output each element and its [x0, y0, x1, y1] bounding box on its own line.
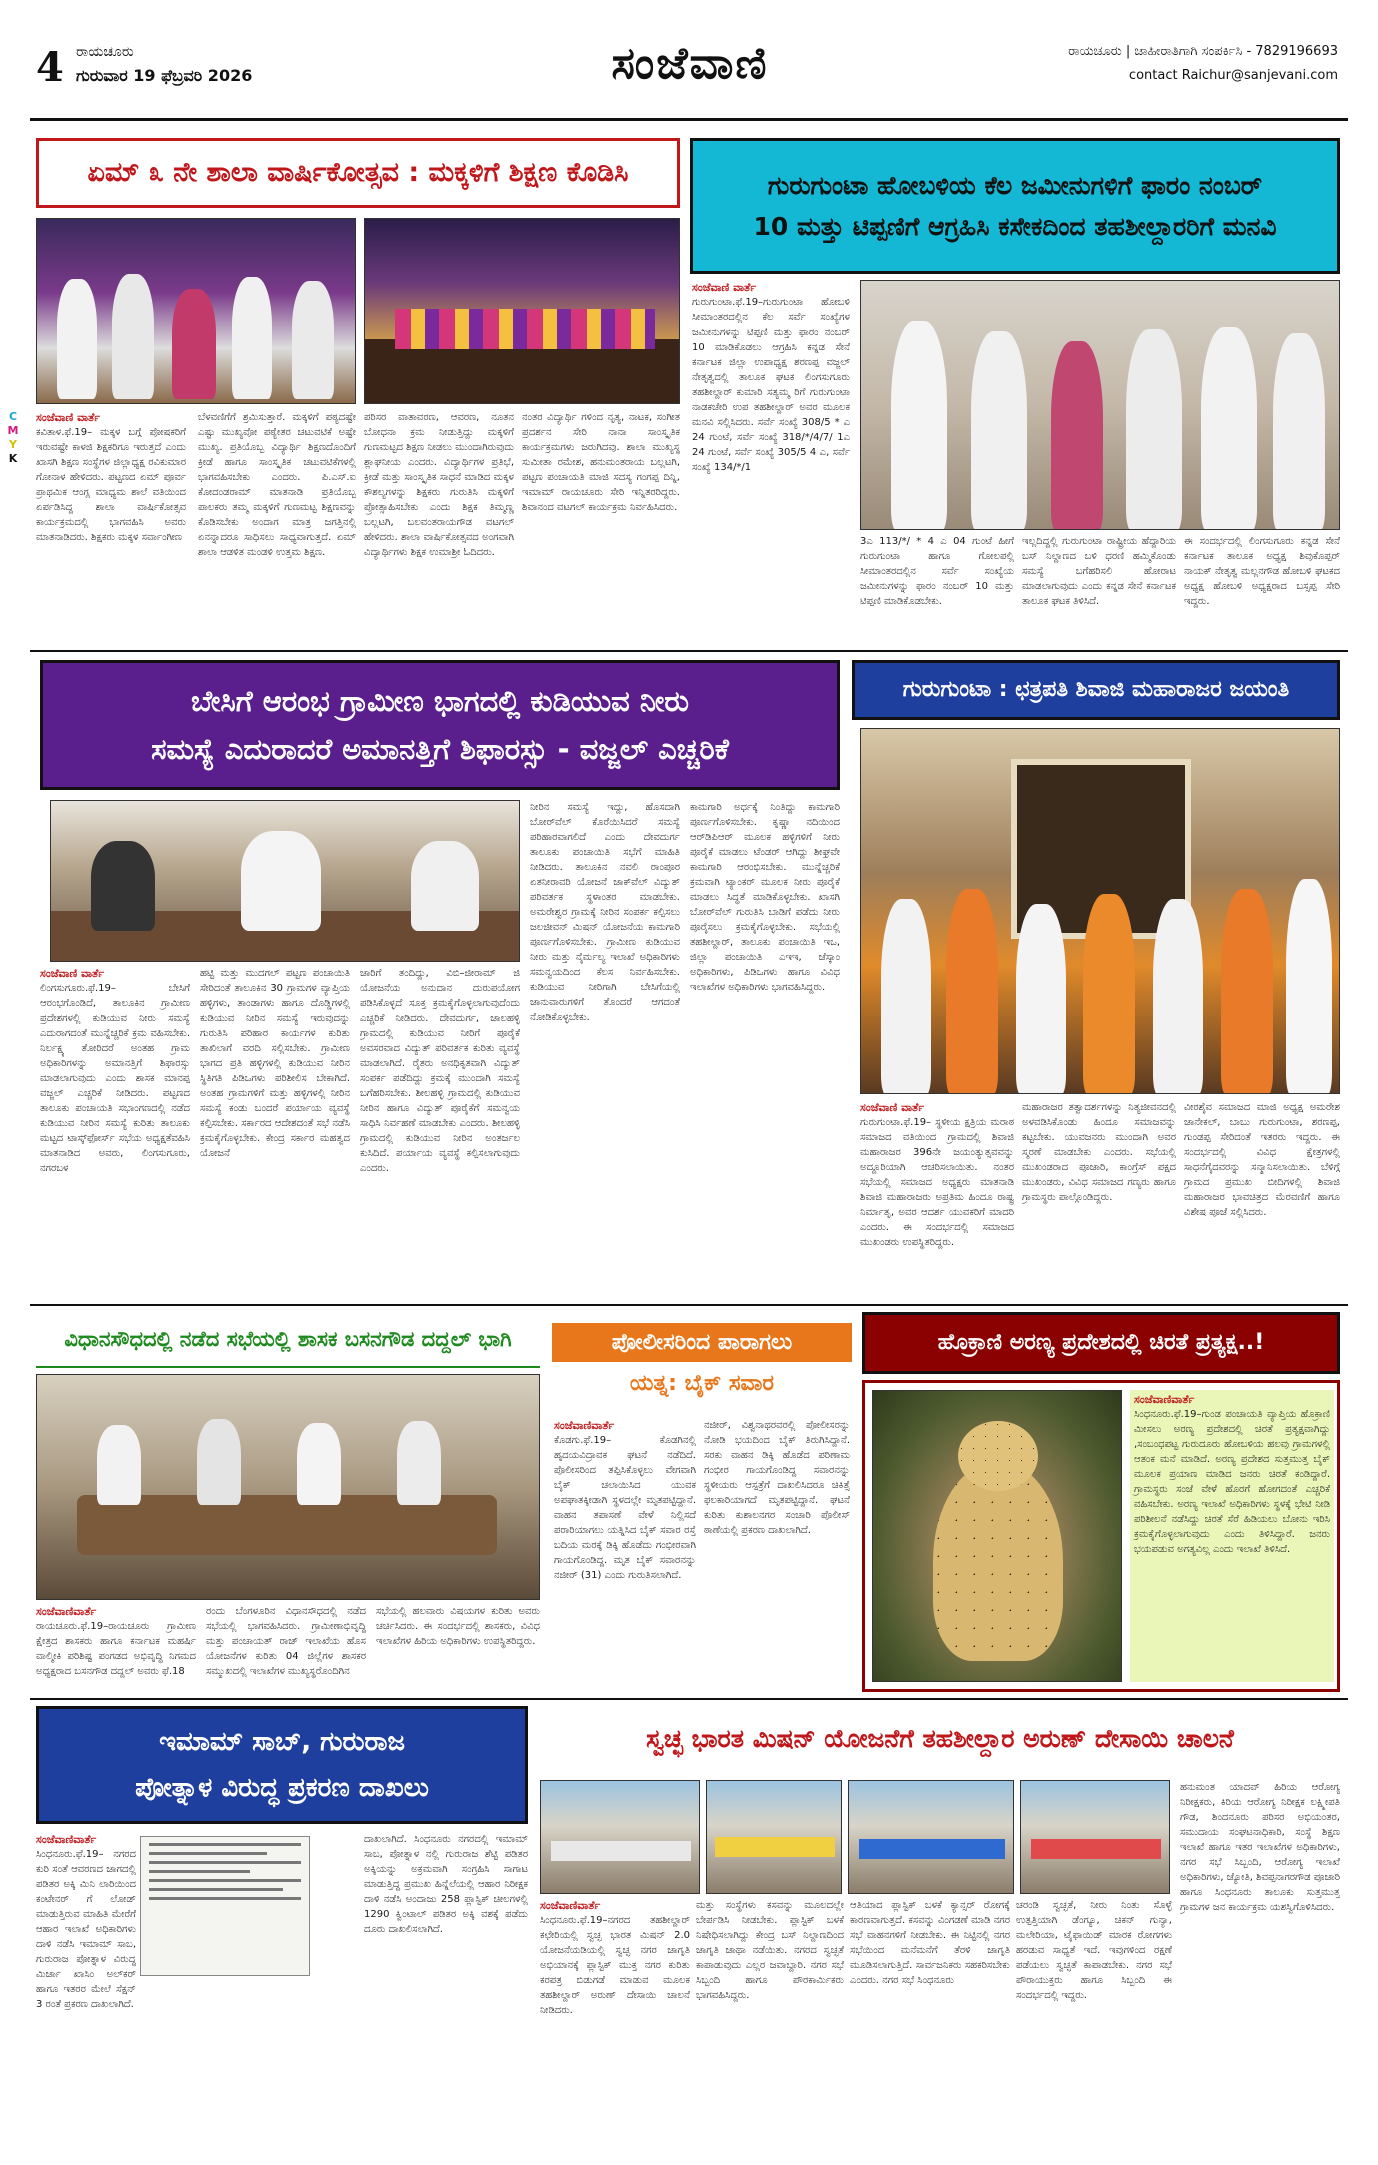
- photo-person: [397, 1421, 441, 1505]
- story7-text-1: ಸಿಂಧನೂರು.ಫೆ.19–ಗುಂಡ ಪಂಚಾಯತಿ ವ್ಯಾಪ್ತಿಯ ಹೊಕ್ರಾಣಿ ಮೀಸಲು ಅರಣ್ಯ ಪ್ರದೇಶದಲ್ಲಿ ಚಿರತೆ ಪ್ರತ್ಯಕ್ಷವಾಗಿದ್ದು ,ಸಂಬಂಧಪಟ್ಟ ಗುರುದೂರು ಹೋಬಳಿಯ ಹಲವು ಗ್ರಾಮಗಳಲ್ಲಿ ಆತಂಕ ಮನೆ ಮಾಡಿದೆ. ಅರಣ್ಯ ಪ್ರದೇಶದ ಸುತ್ತಮುತ್ತ ಬೈಕ್ ಮೂಲಕ ಪ್ರಯಾಣ ಮಾಡಿದ ಜನರು ಚಿರತೆ ಕಂಡಿದ್ದಾರೆ. ಗ್ರಾಮಸ್ಥರು ಸಂಜೆ ವೇಳೆ ಹೊರಗೆ ಹೋಗದಂತೆ ಎಚ್ಚರಿಕೆ ವಹಿಸಬೇಕು. ಅರಣ್ಯ ಇಲಾಖೆ ಅಧಿಕಾರಿಗಳು ಸ್ಥಳಕ್ಕೆ ಭೇಟಿ ನೀಡಿ ಪರಿಶೀಲನೆ ನಡೆಸಿದ್ದು ಚಿರತೆ ಸೆರೆ ಹಿಡಿಯಲು ಬೋನು ಇರಿಸಿ ಕ್ರಮಕೈಗೊಳ್ಳಲಾಗುವುದು ಎಂದು ತಿಳಿಸಿದ್ದಾರೆ. ಜನರು ಭಯಪಡುವ ಅಗತ್ಯವಿಲ್ಲ ಎಂದು ಇಲಾಖೆ ತಿಳಿಸಿದೆ.: [1134, 1409, 1330, 1555]
- logo-text: ಸಂಜೆವಾಣಿ: [611, 37, 769, 89]
- story2-text-3: ಇಲ್ಲದಿದ್ದಲ್ಲಿ ಗುರುಗುಂಟಾ ರಾಷ್ಟ್ರೀಯ ಹೆದ್ದಾರಿಯ ಬಸ್ ನಿಲ್ದಾಣದ ಬಳಿ ಧರಣಿ ಹಮ್ಮಿಕೊಂಡು ಸಮಸ್ಯೆ ಬಗೆಹರಿಸಲಿ ಹೋರಾಟ ಮಾಡಲಾಗುವುದು ಎಂದು ಕನ್ನಡ ಸೇನೆ ಕರ್ನಾಟಕ ತಾಲೂಕ ಘಟಕ ತಿಳಿಸಿದೆ.: [1022, 536, 1176, 607]
- masthead: [0, 0, 1378, 128]
- photo-person: [57, 279, 97, 399]
- photo-person: [971, 331, 1027, 530]
- story6-text-2: ನಜೀರ್, ವಿಶ್ವನಾಥರವರಲ್ಲಿ ಪೋಲೀಸರನ್ನು ನೋಡಿ ಭಯದಿಂದ ಬೈಕ್ ತಿರುಗಿಸಿದ್ದಾನೆ. ಸರಕು ವಾಹನ ಡಿಕ್ಕಿ ಹೊಡೆದ ಪರಿಣಾಮ ಗಂಭೀರ ಗಾಯಗೊಂಡಿದ್ದ ಸವಾರನನ್ನು ಸ್ಥಳೀಯರು ಆಸ್ಪತ್ರೆಗೆ ದಾಖಲಿಸಿದರೂ ಚಿಕಿತ್ಸೆ ಫಲಕಾರಿಯಾಗದೆ ಮೃತಪಟ್ಟಿದ್ದಾನೆ. ಘಟನೆ ಕುರಿತು ಕುಶಾಲನಗರ ಸಂಚಾರಿ ಪೊಲೀಸ್ ಠಾಣೆಯಲ್ಲಿ ಪ್ರಕರಣ ದಾಖಲಾಗಿದೆ.: [704, 1420, 850, 1536]
- story9-text-2: ಮತ್ತು ಸಂಸ್ಥೆಗಳು ಕಸವನ್ನು ಮೂಲದಲ್ಲೇ ಬೇರ್ಪಡಿಸಿ ನೀಡಬೇಕು. ಪ್ಲಾಸ್ಟಿಕ್ ಬಳಕೆ ನಿಷೇಧಿಸಲಾಗಿದ್ದು ಕೇಂದ್ರ ಬಸ್ ನಿಲ್ದಾಣದಿಂದ ಜಾಗೃತಿ ಜಾಥಾ ನಡೆಯಿತು. ನಗರದ ಸ್ವಚ್ಛತೆ ಕಾಪಾಡುವುದು ಎಲ್ಲರ ಜವಾಬ್ದಾರಿ. ನಗರ ಸಭೆ ಸಿಬ್ಬಂದಿ ಹಾಗೂ ಪೌರಕಾರ್ಮಿಕರು ಭಾಗವಹಿಸಿದ್ದರು.: [696, 1900, 844, 2001]
- stage-performers: [395, 309, 655, 349]
- story5-col2: [206, 1604, 366, 1688]
- photo-person: [91, 841, 155, 931]
- story6-headline-box: [552, 1312, 852, 1408]
- story4-col2: [1022, 1100, 1176, 1296]
- story9-text-4: ಚರಂಡಿ ಸ್ವಚ್ಛತೆ, ನೀರು ನಿಂತು ಸೊಳ್ಳೆ ಉತ್ಪತ್ತಿಯಾಗಿ ಡೆಂಗ್ಯೂ, ಚಿಕನ್ ಗುನ್ಯಾ, ಮಲೇರಿಯಾ, ಟೈಫಾಯಿಡ್ ಮಾರಕ ರೋಗಗಳು ಹರಡುವ ಸಾಧ್ಯತೆ ಇದೆ. ಇವುಗಳಿಂದ ರಕ್ಷಣೆ ಪಡೆಯಲು ಸ್ವಚ್ಛತೆ ಕಾಪಾಡಬೇಕು. ನಗರ ಸಭೆ ಪೌರಾಯುಕ್ತರು ಹಾಗೂ ಸಿಬ್ಬಂದಿ ಈ ಸಂದರ್ಭದಲ್ಲಿ ಇದ್ದರು.: [1016, 1900, 1172, 2001]
- story7-col1: [1130, 1390, 1334, 1682]
- story2-byline: ಸಂಜೆವಾಣಿ ವಾರ್ತೆ: [692, 281, 757, 294]
- cmyk-k: K: [8, 452, 18, 465]
- banner: [715, 1837, 835, 1857]
- story3-headline-line1: ಬೇಸಿಗೆ ಆರಂಭ ಗ್ರಾಮೀಣ ಭಾಗದಲ್ಲಿ ಕುಡಿಯುವ ನೀರು: [191, 683, 689, 718]
- story9-photo-3: [848, 1780, 1014, 1894]
- story4-text-3: ವೀರಶೈವ ಸಮಾಜದ ಮಾಜಿ ಅಧ್ಯಕ್ಷ ಅಮರೇಶ ಜಾನೇಕಲ್, ಬಾಬು ಗುರುಗುಂಟಾ, ಶರಣಪ್ಪ, ಗುಂಡಪ್ಪ ಸೇರಿದಂತೆ ಇತರರು ಇದ್ದರು. ಈ ಸಂದರ್ಭದಲ್ಲಿ ವಿವಿಧ ಕ್ಷೇತ್ರಗಳಲ್ಲಿ ಸಾಧನೆಗೈದವರನ್ನು ಸನ್ಮಾನಿಸಲಾಯಿತು. ಬೆಳಿಗ್ಗೆ ಗ್ರಾಮದ ಪ್ರಮುಖ ಬೀದಿಗಳಲ್ಲಿ ಶಿವಾಜಿ ಮಹಾರಾಜರ ಭಾವಚಿತ್ರದ ಮೆರವಣಿಗೆ ಹಾಗೂ ವಿಶೇಷ ಪೂಜೆ ಸಲ್ಲಿಸಿದರು.: [1184, 1102, 1340, 1218]
- story6-byline: ಸಂಜೆವಾಣಿವಾರ್ತೆ: [554, 1419, 615, 1432]
- story8-text-1: ಸಿಂಧನೂರು.ಫೆ.19– ನಗರದ ಕುರಿ ಸಂತೆ ಆವರಣದ ಜಾಗದಲ್ಲಿ ಪಡಿತರ ಅಕ್ಕಿ ಮಿನಿ ಲಾರಿಯಿಂದ ಕಂಟೇನರ್ ಗೆ ಲೋಡ್ ಮಾಡುತ್ತಿರುವ ಮಾಹಿತಿ ಮೇರೆಗೆ ಆಹಾರ ಇಲಾಖೆ ಅಧಿಕಾರಿಗಳು ದಾಳಿ ನಡೆಸಿ ಇಮಾಮ್ ಸಾಬ, ಗುರುರಾಜ ಪೋತ್ನಾಳ ವಿರುದ್ಧ ಮಿರ್ಜಾ ಖಾಸಿಂ ಅಲ್‌ಕರ್ ಹಾಗೂ ಇತರರ ಮೇಲೆ ಸೆಕ್ಷನ್ 3 ರಂತೆ ಪ್ರಕರಣ ದಾಖಲಾಗಿದೆ.: [36, 1849, 136, 2010]
- photo-person: [297, 1423, 341, 1505]
- story7-headline: ಹೊಕ್ರಾಣಿ ಅರಣ್ಯ ಪ್ರದೇಶದಲ್ಲಿ ಚಿರತೆ ಪ್ರತ್ಯಕ್ಷ..!: [937, 1330, 1265, 1356]
- story5-text-3: ಸಭೆಯಲ್ಲಿ ಹಲವಾರು ವಿಷಯಗಳ ಕುರಿತು ಅವರು ಚರ್ಚಿಸಿದರು. ಈ ಸಂದರ್ಭದಲ್ಲಿ ಶಾಸಕರು, ವಿವಿಧ ಇಲಾಖೆಗಳ ಹಿರಿಯ ಅಧಿಕಾರಿಗಳು ಉಪಸ್ಥಿತರಿದ್ದರು.: [376, 1606, 540, 1647]
- story9-text-3: ಆತಿಯಾದ ಪ್ಲಾಸ್ಟಿಕ್ ಬಳಕೆ ಕ್ಯಾನ್ಸರ್ ರೋಗಕ್ಕೆ ಕಾರಣವಾಗುತ್ತದೆ. ಕಸವನ್ನು ವಿಂಗಡಣೆ ಮಾಡಿ ನಗರ ಸಭೆ ವಾಹನಗಳಿಗೆ ನೀಡಬೇಕು. ಈ ನಿಟ್ಟಿನಲ್ಲಿ ನಗರ ಸಭೆಯಿಂದ ಮನೆಮನೆಗೆ ತೆರಳಿ ಜಾಗೃತಿ ಮೂಡಿಸಲಾಗುತ್ತಿದೆ. ಸಾರ್ವಜನಿಕರು ಸಹಕರಿಸಬೇಕು ಎಂದರು. ನಗರ ಸಭೆ ಸಿಂಧನೂರು: [850, 1900, 1010, 1986]
- doc-line: [149, 1861, 301, 1864]
- masthead-rule: [30, 118, 1348, 121]
- story1-text-1: ಕವಿತಾಳ.ಫೆ.19– ಮಕ್ಕಳ ಬಗ್ಗೆ ಪೋಷಕರಿಗೆ ಇರುವಷ್ಟೇ ಕಾಳಜಿ ಶಿಕ್ಷಕರಿಗೂ ಇರುತ್ತದೆ ಎಂದು ಖಾಸಗಿ ಶಿಕ್ಷಣ ಸಂಸ್ಥೆಗಳ ಜಿಲ್ಲಾಧ್ಯಕ್ಷ ರವಿಕುಮಾರ ಗೋನಾಳ ಹೇಳಿದರು. ಪಟ್ಟಣದ ಏಮ್ ಪೂರ್ವ ಪ್ರಾಥಮಿಕ ಆಂಗ್ಲ ಮಾಧ್ಯಮ ಶಾಲೆ ವತಿಯಿಂದ ಏರ್ಪಡಿಸಿದ್ದ ಶಾಲಾ ವಾರ್ಷಿಕೋತ್ಸವ ಕಾರ್ಯಕ್ರಮದಲ್ಲಿ ಭಾಗವಹಿಸಿ ಅವರು ಮಾತನಾಡಿದರು. ಶಿಕ್ಷಕರು ಮಕ್ಕಳ ಸರ್ವಾಂಗೀಣ: [36, 427, 186, 543]
- story4-headline: ಗುರುಗುಂಟಾ : ಛತ್ರಪತಿ ಶಿವಾಜಿ ಮಹಾರಾಜರ ಜಯಂತಿ: [902, 677, 1290, 703]
- photo-person: [112, 274, 154, 399]
- story1-text-2: ಬೆಳವಣಿಗೆಗೆ ಶ್ರಮಿಸುತ್ತಾರೆ. ಮಕ್ಕಳಿಗೆ ಪಠ್ಯದಷ್ಟೇ ಎಷ್ಟು ಮುಖ್ಯವೋ ಪಠ್ಯೇತರ ಚಟುವಟಿಕೆ ಅಷ್ಟೇ ಮುಖ್ಯ. ಪ್ರತಿಯೊಬ್ಬ ವಿದ್ಯಾರ್ಥಿ ಶಿಕ್ಷಣದೊಂದಿಗೆ ಕ್ರೀಡೆ ಹಾಗೂ ಸಾಂಸ್ಕೃತಿಕ ಚಟುವಟಿಕೆಗಳಲ್ಲಿ ಭಾಗವಹಿಸಬೇಕು ಎಂದರು. ಪಿ.ಎಸ್.ಐ ಕೋದಂಡರಾಮ್ ಮಾತನಾಡಿ ಪ್ರತಿಯೊಬ್ಬ ಪಾಲಕರು ತಮ್ಮ ಮಕ್ಕಳಿಗೆ ಗುಣಮಟ್ಟ ಶಿಕ್ಷಣವನ್ನು ಕೊಡಿಸಬೇಕು ಅಂದಾಗ ಮಾತ್ರ ಜಗತ್ತಿನಲ್ಲಿ ಏನನ್ನಾದರೂ ಸಾಧಿಸಲು ಸಾಧ್ಯವಾಗುತ್ತದೆ. ಏಮ್ ಶಾಲಾ ಆಡಳಿತ ಮಂಡಳಿ ಉತ್ತಮ ಶಿಕ್ಷಣ.: [198, 412, 356, 558]
- photo-person: [1016, 904, 1066, 1094]
- story3-byline: ಸಂಜೆವಾಣಿ ವಾರ್ತೆ: [40, 967, 105, 980]
- story1-byline: ಸಂಜೆವಾಣಿ ವಾರ್ತೆ: [36, 411, 101, 424]
- story1-text-4: ನಂತರ ವಿದ್ಯಾರ್ಥಿ ಗಳಿಂದ ನೃತ್ಯ, ನಾಟಕ, ಸಂಗೀತ ಪ್ರದರ್ಶನ ಸೇರಿ ನಾನಾ ಸಾಂಸ್ಕೃತಿಕ ಕಾರ್ಯಕ್ರಮಗಳು ಜರುಗಿದವು. ಶಾಲಾ ಮುಖ್ಯಸ್ಥ ಸುಮೀತಾ ರಮೇಶ, ಹನುಮಂತರಾಯ ಬಲ್ಲಟಗಿ, ಪಟ್ಟಣ ಪಂಚಾಯತಿ ಮಾಜಿ ಸದಸ್ಯ ಗಂಗಪ್ಪ ದಿನ್ನಿ, ಇಮಾಮ್ ರಾಯಚೂರು ಸೇರಿ ಇನ್ನಿತರರಿದ್ದರು. ಶಿವಾನಂದ ವಟಗಲ್ ಕಾರ್ಯಕ್ರಮ ನಿರ್ವಹಿಸಿದರು.: [522, 412, 680, 513]
- story2-text-4: ಈ ಸಂದರ್ಭದಲ್ಲಿ ಲಿಂಗಸುಗೂರು ಕನ್ನಡ ಸೇನೆ ಕರ್ನಾಟಕ ತಾಲೂಕ ಅಧ್ಯಕ್ಷ ಶಿವುಕೊಪ್ಪರ್ ನಾಯಕ್ ನೇತೃತ್ವ ಮಲ್ಲನಗೌಡ ಹೋಬಳಿ ಘಟಕದ ಅಧ್ಯಕ್ಷ ಹೋಬಳಿ ಅಧ್ಯಕ್ಷರಾದ ಬಸ್ಸಪ್ಪ ಸೇರಿ ಇದ್ದರು.: [1184, 536, 1340, 607]
- doc-line: [149, 1897, 301, 1900]
- story8-headline-line2: ಪೋತ್ನಾಳ ವಿರುದ್ಧ ಪ್ರಕರಣ ದಾಖಲು: [135, 1773, 429, 1803]
- story6-headline-line1: ಪೋಲೀಸರಿಂದ ಪಾರಾಗಲು: [552, 1323, 852, 1363]
- story2-headline-box: [690, 138, 1340, 274]
- story4-photo: [860, 728, 1340, 1094]
- banner: [859, 1839, 1005, 1859]
- section-rule: [30, 1304, 1348, 1306]
- cmyk-m: M: [7, 424, 19, 437]
- story9-col5: [1180, 1780, 1340, 2132]
- photo-person: [1201, 327, 1257, 530]
- story3-col1: [40, 966, 190, 1296]
- story3-col4: [530, 800, 680, 1296]
- leopard-body: [933, 1461, 1063, 1661]
- cmyk-marks: [6, 410, 20, 466]
- doc-line: [149, 1843, 301, 1846]
- story4-col1: [860, 1100, 1014, 1296]
- story2-col3: [1022, 534, 1176, 640]
- story7-headline-box: [862, 1312, 1340, 1374]
- story2-text-2: 3ಎ 113/*/ * 4 ಎ 04 ಗುಂಟೆ ಹೀಗೆ ಗುರುಗುಂಟಾ ಹಾಗೂ ಗೋಲಪಲ್ಲಿ ಸೀಮಾಂತರದಲ್ಲಿನ ಸರ್ವೆ ಸಂಖ್ಯೆಯ ಜಮೀನುಗಳನ್ನು ಫಾರಂ ನಂಬರ್ 10 ಮತ್ತು ಟಿಪ್ಪಣಿ ಮಾಡಿಕೊಡಬೇಕು.: [860, 536, 1014, 607]
- story3-headline-box: [40, 660, 840, 790]
- story8-col1b: [140, 1980, 354, 2132]
- photo-person: [1126, 329, 1182, 530]
- photo-person: [1286, 879, 1332, 1094]
- doc-line: [149, 1870, 250, 1873]
- story6-col2: [704, 1418, 850, 1688]
- story5-photo: [36, 1374, 540, 1600]
- story9-text-1: ಸಿಂಧನೂರು.ಫೆ.19–ನಗರದ ತಹಶೀಲ್ದಾರ್ ಕಛೇರಿಯಲ್ಲಿ ಸ್ವಚ್ಛ ಭಾರತ ಮಿಷನ್ 2.0 ಯೋಜನೆಯಡಿಯಲ್ಲಿ ಸ್ವಚ್ಛ ನಗರ ಜಾಗೃತಿ ಅಭಿಯಾನಕ್ಕೆ ಪ್ಲಾಸ್ಟಿಕ್ ಮುಕ್ತ ನಗರ ಕುರಿತು ಕರಪತ್ರ ಬಿಡುಗಡೆ ಮಾಡುವ ಮೂಲಕ ತಹಶೀಲ್ದಾರ್ ಅರುಣ್ ದೇಸಾಯಿ ಚಾಲನೆ ನೀಡಿದರು.: [540, 1915, 690, 2016]
- photo-person: [891, 321, 947, 530]
- story1-col4: [522, 410, 680, 640]
- story3-text-4: ನೀರಿನ ಸಮಸ್ಯೆ ಇದ್ದು, ಹೊಸದಾಗಿ ಬೋರ್‌ವೆಲ್ ಕೊರೆಯಿಸಿದರೆ ಸಮಸ್ಯೆ ಪರಿಹಾರವಾಗಲಿದೆ ಎಂದು ದೇವದುರ್ಗ ತಾಲೂಕು ಪಂಚಾಯಿತಿ ಸಭೆಗೆ ಮಾಹಿತಿ ನೀಡಿದರು. ತಾಲೂಕಿನ ನವಲಿ ರಾಂಪೂರ ಏತನೀರಾವರಿ ಯೋಜನೆ ಜಾಕ್‌ವೆಲ್ ವಿದ್ಯುತ್ ಪರಿವರ್ತಕ ಸ್ಥಳಾಂತರ ಮಾಡಬೇಕು. ಅಮರೇಶ್ವರ ಗ್ರಾಮಕ್ಕೆ ನೀರಿನ ಸಂಪರ್ಕ ಕಲ್ಪಿಸಲು ಜಲಜೀವನ್ ಮಿಷನ್ ಯೋಜನೆಯ ಕಾಮಗಾರಿ ಪೂರ್ಣಗೊಳಿಸಬೇಕು. ಗ್ರಾಮೀಣ ಕುಡಿಯುವ ನೀರು ಮತ್ತು ನೈರ್ಮಲ್ಯ ಇಲಾಖೆ ಅಧಿಕಾರಿಗಳು ಸಮನ್ವಯದಿಂದ ಕೆಲಸ ನಿರ್ವಹಿಸಬೇಕು. ಕುಡಿಯುವ ನೀರಿಗಾಗಿ ಬೇಸಿಗೆಯಲ್ಲಿ ಜಾನುವಾರುಗಳಿಗೆ ತೊಂದರೆ ಆಗದಂತೆ ನೋಡಿಕೊಳ್ಳಬೇಕು.: [530, 802, 680, 1023]
- photo-person: [1273, 333, 1325, 530]
- story4-headline-box: [852, 660, 1340, 720]
- story5-col3: [376, 1604, 540, 1688]
- story4-byline: ಸಂಜೆವಾಣಿ ವಾರ್ತೆ: [860, 1101, 925, 1114]
- photo-person: [172, 289, 216, 399]
- photo-person: [1153, 899, 1203, 1094]
- story9-photo-4: [1020, 1780, 1170, 1894]
- banner: [551, 1841, 691, 1861]
- story3-text-3: ಜಾರಿಗೆ ತಂದಿದ್ದು, ವಿಬಿ–ಜೀರಾಮ್ ಜಿ ಯೋಜನೆಯ ಅನುದಾನ ದುರುಪಯೋಗ ಪಡಿಸಿಕೊಳ್ಳದೆ ಸೂಕ್ತ ಕ್ರಮಕೈಗೊಳ್ಳಲಾಗುವುದೆಂದು ಎಚ್ಚರಿಕೆ ನೀಡಿದರು. ದೇವದುರ್ಗ, ಜಾಲಹಳ್ಳಿ ಗ್ರಾಮದಲ್ಲಿ ಕುಡಿಯುವ ನೀರಿಗೆ ಪೂರೈಕೆ ಅವಸರವಾದ ವಿದ್ಯುತ್ ಪರಿವರ್ತಕ ಕುರಿತು ವ್ಯವಸ್ಥೆ ಮಾಡಲಾಗಿದೆ. ರೈತರು ಅನಧಿಕೃತವಾಗಿ ವಿದ್ಯುತ್ ಸಂಪರ್ಕ ಪಡೆದಿದ್ದು ಕ್ರಮಕ್ಕೆ ಮುಂದಾಗಿ ಸಮಸ್ಯೆ ಬಗೆಹರಿಸಬೇಕು. ಶೀಲಹಳ್ಳಿ ಗ್ರಾಮದಲ್ಲಿ ಕುಡಿಯುವ ನೀರಿನ ಹಾಗೂ ವಿದ್ಯುತ್ ಪೂರೈಕೆಗೆ ಸಮನ್ವಯ ಸಾಧಿಸಿ ನಿರ್ವಹಣೆ ಮಾಡಬೇಕು ಎಂದರು. ಶೀಲಹಳ್ಳಿ ಗ್ರಾಮದಲ್ಲಿ ಕುಡಿಯುವ ನೀರಿನ ಅಂತರ್ಜಲ ಕುಸಿದಿದೆ. ಪರ್ಯಾಯ ವ್ಯವಸ್ಥೆ ಕಲ್ಪಿಸಲಾಗುವುದು ಎಂದರು.: [360, 968, 520, 1174]
- leopard-head: [958, 1421, 1038, 1491]
- story9-text-5: ಹನುಮಂತ ಯಾದವ್ ಹಿರಿಯ ಆರೋಗ್ಯ ನಿರೀಕ್ಷಕರು, ಕಿರಿಯ ಆರೋಗ್ಯ ನಿರೀಕ್ಷಕ ಲಕ್ಷ್ಮೀಪತಿ ಗೌಡ, ಶಿಂದನೂರು ಪರಿಸರ ಅಭಿಯಂತರ, ಸಮುದಾಯ ಸಂಘಟನಾಧಿಕಾರಿ, ಸಂಸ್ಥೆ ಶಿಕ್ಷಣ ಇಲಾಖೆ ಹಾಗೂ ಇತರ ಇಲಾಖೆಗಳ ಅಧಿಕಾರಿಗಳು, ನಗರ ಸಭೆ ಸಿಬ್ಬಂದಿ, ಆರೋಗ್ಯ ಇಲಾಖೆ ಅಧಿಕಾರಿಗಳು, ಜ್ಯೋತಿ, ಶಿವಪ್ಪನಾಗರಗೌಡ ಪೂಜಾರಿ ಹಾಗೂ ಸಿಂಧನೂರು ತಾಲೂಕು ಸುತ್ತಮುತ್ತ ಗ್ರಾಮಗಳ ಜನ ಕಾರ್ಯಕ್ರಮ ಯಶಸ್ವಿಗೊಳಿಸಿದರು.: [1180, 1782, 1340, 1913]
- story2-photo: [860, 280, 1340, 530]
- photo-person: [97, 1425, 141, 1505]
- photo-person: [946, 889, 998, 1094]
- story7-photo-leopard: [872, 1390, 1122, 1682]
- photo-person: [232, 277, 272, 399]
- story3-photo: [50, 800, 520, 962]
- photo-person: [881, 899, 931, 1094]
- story6-col1: [554, 1418, 696, 1688]
- story9-col3: [850, 1898, 1010, 2132]
- story6-text-1: ಕೊಡಗು.ಫೆ.19– ಕೊಡಗಿನಲ್ಲಿ ಹೃದಯವಿದ್ರಾವಕ ಘಟನೆ ನಡೆದಿದೆ. ಪೊಲೀಸರಿಂದ ತಪ್ಪಿಸಿಕೊಳ್ಳಲು ವೇಗವಾಗಿ ಬೈಕ್ ಚಲಾಯಿಸಿದ ಯುವಕ ಅಪಘಾತಕ್ಕೀಡಾಗಿ ಸ್ಥಳದಲ್ಲೇ ಮೃತಪಟ್ಟಿದ್ದಾನೆ. ವಾಹನ ತಪಾಸಣೆ ವೇಳೆ ನಿಲ್ಲಿಸದೆ ಪರಾರಿಯಾಗಲು ಯತ್ನಿಸಿದ ಬೈಕ್ ಸವಾರ ರಸ್ತೆ ಬದಿಯ ಮರಕ್ಕೆ ಡಿಕ್ಕಿ ಹೊಡೆದು ಗಂಭೀರವಾಗಿ ಗಾಯಗೊಂಡಿದ್ದ. ಮೃತ ಬೈಕ್ ಸವಾರನನ್ನು ನಜೀರ್ (31) ಎಂದು ಗುರುತಿಸಲಾಗಿದೆ.: [554, 1435, 696, 1581]
- photo-person: [1221, 889, 1273, 1094]
- story4-text-2: ಮಹಾರಾಜರ ತತ್ವಾದರ್ಶಗಳನ್ನು ನಿತ್ಯಜೀವನದಲ್ಲಿ ಅಳವಡಿಸಿಕೊಂಡು ಹಿಂದೂ ಸಮಾಜವನ್ನು ಕಟ್ಟಬೇಕು. ಯುವಜನರು ಮುಂದಾಗಿ ಅವರ ಸ್ಮರಣೆ ಮಾಡಬೇಕು ಎಂದರು. ಸಭೆಯಲ್ಲಿ ಮುಖಂಡರಾದ ಪೂಜಾರಿ, ಕಾಂಗ್ರೆಸ್ ಪಕ್ಷದ ಮುಖಂಡರು, ವಿವಿಧ ಸಮಾಜದ ಗಣ್ಯರು ಹಾಗೂ ಗ್ರಾಮಸ್ಥರು ಪಾಲ್ಗೊಂಡಿದ್ದರು.: [1022, 1102, 1176, 1203]
- story8-document-image: [140, 1836, 310, 1976]
- story4-text-1: ಗುರುಗುಂಟಾ.ಫೆ.19– ಸ್ಥಳೀಯ ಕ್ಷತ್ರಿಯ ಮರಾಠ ಸಮಾಜದ ವತಿಯಿಂದ ಗ್ರಾಮದಲ್ಲಿ ಶಿವಾಜಿ ಮಹಾರಾಜರ 396ನೇ ಜಯಂತ್ಯುತ್ಸವವನ್ನು ಅದ್ದೂರಿಯಾಗಿ ಆಚರಿಸಲಾಯಿತು. ನಂತರ ಸಭೆಯಲ್ಲಿ ಸಮಾಜದ ಅಧ್ಯಕ್ಷರು ಮಾತನಾಡಿ ಶಿವಾಜಿ ಮಹಾರಾಜರು ಅಪ್ರತಿಮ ಹಿಂದೂ ರಾಷ್ಟ್ರ ನಿರ್ಮಾತೃ, ಅವರ ಆದರ್ಶ ಯುವಕರಿಗೆ ಮಾದರಿ ಎಂದರು. ಈ ಸಂದರ್ಭದಲ್ಲಿ ಸಮಾಜದ ಮುಖಂಡರು ಉಪಸ್ಥಿತರಿದ್ದರು.: [860, 1117, 1014, 1248]
- story1-photo-award: [36, 218, 356, 404]
- story2-headline-line1: ಗುರುಗುಂಟಾ ಹೋಬಳಿಯ ಕೆಲ ಜಮೀನುಗಳಿಗೆ ಫಾರಂ ನಂಬರ್: [767, 170, 1263, 200]
- story5-text-1: ರಾಯಚೂರು.ಫೆ.19–ರಾಯಚೂರು ಗ್ರಾಮೀಣ ಕ್ಷೇತ್ರದ ಶಾಸಕರು ಹಾಗೂ ಕರ್ನಾಟಕ ಮಹರ್ಷಿ ವಾಲ್ಮೀಕಿ ಪರಿಶಿಷ್ಟ ಪಂಗಡದ ಅಭಿವೃದ್ಧಿ ನಿಗಮದ ಅಧ್ಯಕ್ಷರಾದ ಬಸನಗೌಡ ದದ್ದಲ್ ಅವರು ಫೆ.18: [36, 1621, 196, 1677]
- story9-photo-2: [706, 1780, 842, 1894]
- story3-text-2: ಹಟ್ಟಿ ಮತ್ತು ಮುದಗಲ್ ಪಟ್ಟಣ ಪಂಚಾಯಿತಿ ಸೇರಿದಂತೆ ತಾಲೂಕಿನ 30 ಗ್ರಾಮಗಳ ವ್ಯಾಪ್ತಿಯ ಹಳ್ಳಿಗಳು, ತಾಂಡಾಗಳು ಹಾಗೂ ದೊಡ್ಡಿಗಳಲ್ಲಿ ಕುಡಿಯುವ ನೀರಿನ ಸಮಸ್ಯೆ ಇರುವುದನ್ನು ಗುರುತಿಸಿ ಪರಿಹಾರ ಕಾರ್ಯಗಳ ಕುರಿತು ತಾಖಿಲಾಗೆ ವರದಿ ಸಲ್ಲಿಸಬೇಕು. ಗ್ರಾಮೀಣ ಭಾಗದ ಪ್ರತಿ ಹಳ್ಳಿಗಳಲ್ಲಿ ಕುಡಿಯುವ ನೀರಿನ ಸ್ಥಿತಿಗತಿ ಪಿಡಿಒಗಳು ಪರಿಶೀಲಿಸ ಬೇಕಾಗಿದೆ. ಅಂತಹ ಗ್ರಾಮಗಳಿಗೆ ಮತ್ತು ಹಳ್ಳಿಗಳಲ್ಲಿ ನೀರಿನ ಸಮಸ್ಯೆ ಕಂಡು ಬಂದರೆ ಪರ್ಯಾಯ ವ್ಯವಸ್ಥೆ ಕಲ್ಪಿಸಬೇಕು. ಸರ್ಕಾರದ ಆದೇಶದಂತೆ ಸಭೆ ನಡೆಸಿ ಕ್ರಮಕೈಗೊಳ್ಳಬೇಕು. ಕೇಂದ್ರ ಸರ್ಕಾರ ಮಹತ್ವದ ಯೋಜನೆ: [200, 968, 350, 1159]
- page-number: 4: [36, 44, 64, 91]
- story3-col5: [690, 800, 840, 1296]
- story5-byline: ಸಂಜೆವಾಣಿವಾರ್ತೆ: [36, 1605, 97, 1618]
- story2-col2: [860, 534, 1014, 640]
- banner: [1031, 1839, 1161, 1859]
- story9-col4: [1016, 1898, 1172, 2132]
- photo-person: [197, 1419, 241, 1505]
- story4-col3: [1184, 1100, 1340, 1296]
- story8-col1: [36, 1832, 136, 2132]
- story1-headline-box: [36, 138, 680, 208]
- story3-text-1: ಲಿಂಗಸುಗೂರು.ಫೆ.19– ಬೇಸಿಗೆ ಆರಂಭಗೊಂಡಿದೆ, ತಾಲೂಕಿನ ಗ್ರಾಮೀಣ ಪ್ರದೇಶಗಳಲ್ಲಿ ಕುಡಿಯುವ ನೀರು ಸಮಸ್ಯೆ ಎದುರಾಗದಂತೆ ಮುನ್ನೆಚ್ಚರಿಕೆ ಕ್ರಮ ವಹಿಸಬೇಕು. ನಿರ್ಲಕ್ಷ್ಯ ತೋರಿದರೆ ಅಂತಹ ಗ್ರಾಮ ಅಧಿಕಾರಿಗಳನ್ನು ಅಮಾನತ್ತಿಗೆ ಶಿಫಾರಸ್ಸು ಮಾಡಲಾಗುವುದು ಎಂದು ಶಾಸಕ ಮಾನಪ್ಪ ವಜ್ಜಲ್ ಎಚ್ಚರಿಕೆ ನೀಡಿದರು. ಪಟ್ಟಣದ ತಾಲೂಕು ಪಂಚಾಯತಿ ಸಭಾಂಗಣದಲ್ಲಿ ನಡೆದ ಕುಡಿಯುವ ನೀರಿನ ಸಮಸ್ಯೆ ಕುರಿತು ತಾಲೂಕು ಮಟ್ಟದ ಟಾಸ್ಕ್‌ಫೋರ್ಸ್ ಸಭೆಯ ಅಧ್ಯಕ್ಷತೆವಹಿಸಿ ಮಾತನಾಡಿದ ಅವರು, ಲಿಂಗಸುಗೂರು, ನಗರಬಳ: [40, 983, 190, 1174]
- masthead-contact-phone: ರಾಯಚೂರು | ಜಾಹೀರಾತಿಗಾಗಿ ಸಂಪರ್ಕಿಸಿ - 7829196693: [1068, 44, 1338, 59]
- doc-line: [149, 1888, 283, 1891]
- masthead-city: ರಾಯಚೂರು: [76, 44, 134, 60]
- story6-headline-line2: ಯತ್ನ: ಬೈಕ್ ಸವಾರ: [629, 1371, 775, 1396]
- story1-col1: [36, 410, 186, 640]
- story8-col2: [364, 1832, 528, 2132]
- photo-person: [292, 281, 334, 399]
- photo-person: [1083, 894, 1135, 1094]
- story8-byline: ಸಂಜೆವಾಣಿವಾರ್ತೆ: [36, 1833, 97, 1846]
- story2-headline-line2: 10 ಮತ್ತು ಟಿಪ್ಪಣಿಗೆ ಆಗ್ರಹಿಸಿ ಕಸೇಕದಿಂದ ತಹಶೀಲ್ದಾರರಿಗೆ ಮನವಿ: [753, 212, 1277, 241]
- story3-col3: [360, 966, 520, 1296]
- story1-photo-stage: [364, 218, 680, 404]
- story3-text-5: ಕಾಮಗಾರಿ ಅರ್ಧಕ್ಕೆ ನಿಂತಿದ್ದು ಕಾಮಗಾರಿ ಪೂರ್ಣಗೊಳಿಸಬೇಕು. ಕೃಷ್ಣಾ ನದಿಯಿಂದ ಆರ್‌ಡಿಪಿಆರ್ ಮೂಲಕ ಹಳ್ಳಿಗಳಿಗೆ ನೀರು ಪೂರೈಕೆ ಮಾಡಲು ಟೆಂಡರ್ ಆಗಿದ್ದು ಶೀಘ್ರವೇ ಕಾಮಗಾರಿ ಆರಂಭಿಸಬೇಕು. ಮುನ್ನೆಚ್ಚರಿಕೆ ಕ್ರಮವಾಗಿ ಟ್ಯಾಂಕರ್ ಮೂಲಕ ನೀರು ಪೂರೈಕೆ ಮಾಡಲು ಸಿದ್ಧತೆ ಮಾಡಿಕೊಳ್ಳಬೇಕು. ಖಾಸಗಿ ಬೋರ್‌ವೆಲ್ ಗುರುತಿಸಿ ಬಾಡಿಗೆ ಪಡೆದು ನೀರು ಪೂರೈಸಲು ಕ್ರಮಕೈಗೊಳ್ಳಬೇಕು. ಸಭೆಯಲ್ಲಿ ತಹಶೀಲ್ದಾರ್, ತಾಲೂಕು ಪಂಚಾಯಿತಿ ಇಒ, ಜಿಲ್ಲಾ ಪಂಚಾಯಿತಿ ಎಇಇ, ಜೆಸ್ಕಾಂ ಅಧಿಕಾರಿಗಳು, ಪಿಡಿಒಗಳು ಹಾಗೂ ವಿವಿಧ ಇಲಾಖೆಗಳ ಅಧಿಕಾರಿಗಳು ಭಾಗವಹಿಸಿದ್ದರು.: [690, 802, 840, 993]
- story1-text-3: ಪರಿಸರ ವಾತಾವರಣ, ಆವರಣ, ನೂತನ ಬೋಧನಾ ಕ್ರಮ ನೀಡುತ್ತಿದ್ದು ಮಕ್ಕಳಿಗೆ ಗುಣಮಟ್ಟದ ಶಿಕ್ಷಣ ನೀಡಲು ಮುಂದಾಗಿರುವುದು ಶ್ಲಾಘನೀಯ ಎಂದರು. ವಿದ್ಯಾರ್ಥಿಗಳ ಪ್ರತಿಭೆ, ಕ್ರೀಡೆ ಮತ್ತು ಸಾಂಸ್ಕೃತಿಕ ಸಾಧನೆ ಮಾಡಿದ ಮಕ್ಕಳ ಕೌಶಲ್ಯಗಳನ್ನು ಶಿಕ್ಷಕರು ಗುರುತಿಸಿ ಮಕ್ಕಳಿಗೆ ಪ್ರೋತ್ಸಾಹಿಸಬೇಕು ಎಂದು ಶಿಕ್ಷಕ ತಿಮ್ಮಣ್ಣ ಬಲ್ಲಟಗಿ, ಬಲವಂತರಾಯಗೌಡ ವಟಗಲ್ ಹೇಳಿದರು. ಶಾಲಾ ವಾರ್ಷಿಕೋತ್ಸವದ ಅಂಗವಾಗಿ ವಿದ್ಯಾರ್ಥಿಗಳು ಶಿಕ್ಷಕ ಉಮಾಶ್ರೀ ಓದಿದರು.: [364, 412, 514, 558]
- story9-headline: ಸ್ವಚ್ಛ ಭಾರತ ಮಿಷನ್ ಯೋಜನೆಗೆ ತಹಶೀಲ್ದಾರ ಅರುಣ್ ದೇಸಾಯಿ ಚಾಲನೆ: [646, 1724, 1234, 1754]
- story9-col1: [540, 1898, 690, 2132]
- story7-byline: ಸಂಜೆವಾಣಿವಾರ್ತೆ: [1134, 1393, 1195, 1406]
- story8-text-2: ದಾಖಲಾಗಿದೆ. ಸಿಂಧನೂರು ನಗರದಲ್ಲಿ ಇಮಾಮ್ ಸಾಬ, ಪೋತ್ನಾಳ ನಲ್ಲಿ ಗುರುರಾಜ ಶೆಟ್ಟಿ ಪಡಿತರ ಅಕ್ಕಿಯನ್ನು ಅಕ್ರಮವಾಗಿ ಸಂಗ್ರಹಿಸಿ ಸಾಗಾಟ ಮಾಡುತ್ತಿದ್ದ ಪ್ರಮುಖ ಹಿನ್ನೆಲೆಯಲ್ಲಿ ಆಹಾರ ನಿರೀಕ್ಷಕ ದಾಳಿ ನಡೆಸಿ ಅಂದಾಜು 258 ಪ್ಲಾಸ್ಟಿಕ್ ಚೀಲಗಳಲ್ಲಿ 1290 ಕ್ವಿಂಟಾಲ್ ಪಡಿತರ ಅಕ್ಕಿ ವಶಕ್ಕೆ ಪಡೆದು ದೂರು ದಾಖಲಿಸಲಾಗಿದೆ.: [364, 1834, 528, 1935]
- story2-text-1: ಗುರುಗುಂಟಾ.ಫೆ.19–ಗುರುಗುಂಟಾ ಹೋಬಳಿ ಸೀಮಾಂತರದಲ್ಲಿನ ಕೆಲ ಸರ್ವೆ ಸಂಖ್ಯೆಗಳ ಜಮೀನುಗಳನ್ನು ಟಿಪ್ಪಣಿ ಮತ್ತು ಫಾರಂ ನಂಬರ್ 10 ಮಾಡಿಕೊಡಲು ಆಗ್ರಹಿಸಿ ಕನ್ನಡ ಸೇನೆ ಕರ್ನಾಟಕ ಜಿಲ್ಲಾ ಉಪಾಧ್ಯಕ್ಷ ಶರಣಪ್ಪ ವಜ್ಜಲ್ ನೇತೃತ್ವದಲ್ಲಿ ತಾಲೂಕ ಘಟಕ ಲಿಂಗಸುಗೂರು ತಹಶೀಲ್ದಾರ್ ಕುಮಾರಿ ಸತ್ಯಮ್ಮ ರಿಗೆ ಗುರುಗುಂಟಾ ನಾಡಕಚೇರಿ ಉಪ ತಹಶೀಲ್ದಾರ್ ಅವರ ಮೂಲಕ ಮನವಿ ಸಲ್ಲಿಸಿದರು. ಸರ್ವೆ ಸಂಖ್ಯೆ 308/5 * ಎ 24 ಗುಂಟೆ, ಸರ್ವೆ ಸಂಖ್ಯೆ 318/*/4/7/ 1ಎ 24 ಗುಂಟೆ, ಸರ್ವೆ ಸಂಖ್ಯೆ 305/5 4 ಎ, ಸರ್ವೆ ಸಂಖ್ಯೆ 134/*/1: [692, 297, 850, 473]
- story9-photo-1: [540, 1780, 700, 1894]
- story3-col2: [200, 966, 350, 1296]
- masthead-contact-email: contact Raichur@sanjevani.com: [1128, 68, 1338, 83]
- masthead-logo: [500, 28, 880, 98]
- doc-line: [149, 1879, 301, 1882]
- photo-person: [411, 841, 479, 931]
- story1-headline: ಏಮ್ ೩ ನೇ ಶಾಲಾ ವಾರ್ಷಿಕೋತ್ಸವ : ಮಕ್ಕಳಿಗೆ ಶಿಕ್ಷಣ ಕೊಡಿಸಿ: [87, 157, 629, 189]
- masthead-date: ಗುರುವಾರ 19 ಫೆಬ್ರವರಿ 2026: [76, 66, 253, 85]
- story5-headline: ವಿಧಾನಸೌಧದಲ್ಲಿ ನಡೆದ ಸಭೆಯಲ್ಲಿ ಶಾಸಕ ಬಸನಗೌಡ ದದ್ದಲ್ ಭಾಗಿ: [64, 1326, 512, 1351]
- photo-person: [1051, 341, 1103, 530]
- story8-headline-line1: ಇಮಾಮ್ ಸಾಬ್, ಗುರುರಾಜ: [159, 1726, 405, 1757]
- photo-person: [241, 831, 321, 931]
- story2-col1: [692, 280, 850, 640]
- story8-headline-box: [36, 1706, 528, 1824]
- doc-line: [149, 1852, 267, 1855]
- story2-col4: [1184, 534, 1340, 640]
- story1-col3: [364, 410, 514, 640]
- story9-headline-box: [540, 1706, 1340, 1772]
- story5-headline-box: [36, 1312, 540, 1368]
- story1-col2: [198, 410, 356, 640]
- section-rule: [30, 1698, 1348, 1700]
- cmyk-c: C: [8, 410, 18, 423]
- section-rule: [30, 650, 1348, 652]
- story9-byline: ಸಂಜೆವಾಣಿವಾರ್ತೆ: [540, 1899, 601, 1912]
- story5-text-2: ರಂದು ಬೆಂಗಳೂರಿನ ವಿಧಾನಸೌಧದಲ್ಲಿ ನಡೆದ ಸಭೆಯಲ್ಲಿ ಭಾಗವಹಿಸಿದರು. ಗ್ರಾಮೀಣಾಭಿವೃದ್ಧಿ ಮತ್ತು ಪಂಚಾಯತ್ ರಾಜ್ ಇಲಾಖೆಯ ಹೊಸ ಯೋಜನೆಗಳ ಕುರಿತು 04 ಜಿಲ್ಲೆಗಳ ಶಾಸಕರ ಸಮ್ಮುಖದಲ್ಲಿ ಇಲಾಖೆಗಳ ಮುಖ್ಯಸ್ಥರೊಂದಿಗಿನ: [206, 1606, 366, 1677]
- cmyk-y: Y: [9, 438, 17, 451]
- story9-col2: [696, 1898, 844, 2132]
- story5-col1: [36, 1604, 196, 1688]
- story3-headline-line2: ಸಮಸ್ಯೆ ಎದುರಾದರೆ ಅಮಾನತ್ತಿಗೆ ಶಿಫಾರಸ್ಸು - ವಜ್ಜಲ್ ಎಚ್ಚರಿಕೆ: [151, 732, 729, 766]
